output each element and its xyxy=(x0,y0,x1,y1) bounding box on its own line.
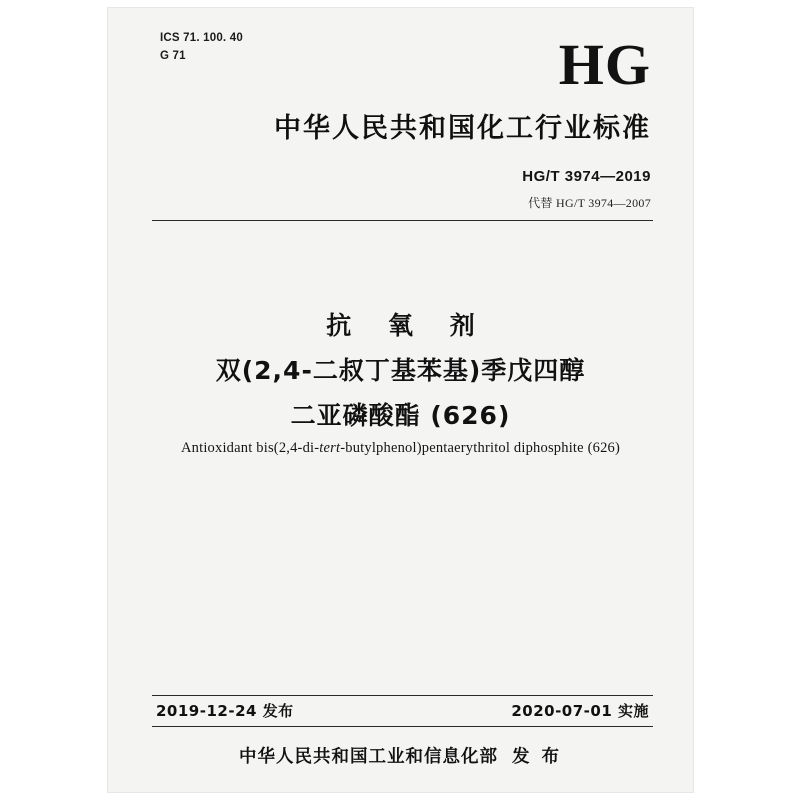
divider-bottom xyxy=(152,695,653,696)
divider-top xyxy=(152,220,653,221)
document-title-en xyxy=(168,440,633,457)
ccs-code: G 71 xyxy=(160,49,186,62)
title-line-1: 抗 氧 剂 xyxy=(326,311,489,340)
implementation-date: 2020-07-01 实施 xyxy=(511,702,649,720)
publisher-name: 中华人民共和国工业和信息化部 xyxy=(238,747,498,767)
publisher-line xyxy=(108,743,693,768)
standard-replaces: 代替 HG/T 3974—2007 xyxy=(528,196,651,210)
document-title-cn xyxy=(108,306,693,432)
hg-logo-mark: HG xyxy=(558,32,651,97)
ics-code: ICS 71. 100. 40 xyxy=(160,32,243,44)
title-line-2: 双(2,4-二叔丁基苯基)季戊四醇 xyxy=(215,356,586,385)
standard-number: HG/T 3974—2019 xyxy=(522,168,651,185)
title-en-prefix: Antioxidant bis(2,4-di- xyxy=(180,440,320,456)
title-en-suffix: -butylphenol)pentaerythritol diphosphite (626) xyxy=(340,440,621,456)
cover-sheet xyxy=(108,8,693,792)
issue-date: 2019-12-24 发布 xyxy=(156,702,294,720)
publisher-verb: 发 布 xyxy=(511,747,563,767)
divider-bottom-2 xyxy=(152,726,653,727)
classification-codes xyxy=(160,30,243,66)
title-line-3: 二亚磷酸酯 (626) xyxy=(290,401,511,430)
standard-series-title: 中华人民共和国化工行业标准 xyxy=(274,113,651,144)
title-en-italic: tert xyxy=(319,440,341,456)
